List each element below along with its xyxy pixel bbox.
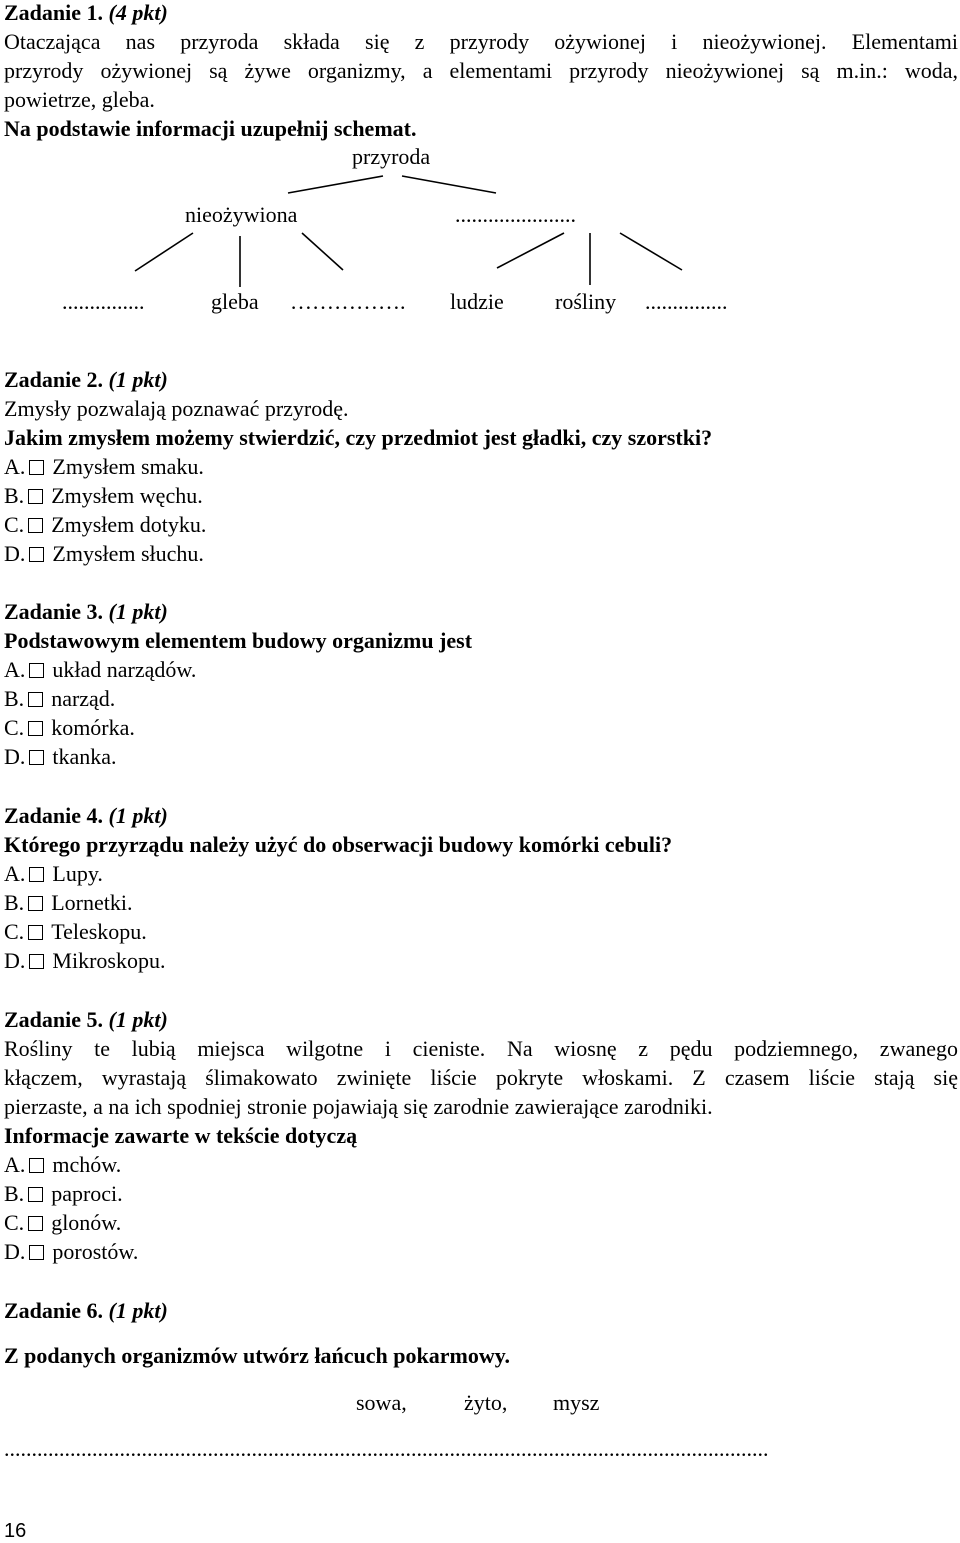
z4-option-d[interactable] bbox=[4, 948, 165, 974]
z4-heading bbox=[4, 803, 168, 829]
line-root-left bbox=[288, 176, 383, 193]
z4-option-c[interactable] bbox=[4, 919, 147, 945]
option-letter: D. bbox=[4, 948, 26, 973]
z2-option-b[interactable] bbox=[4, 483, 203, 509]
z2-option-a[interactable] bbox=[4, 454, 204, 480]
z5-option-d[interactable] bbox=[4, 1239, 138, 1265]
z1-instruction: Na podstawie informacji uzupełnij schemat. bbox=[4, 116, 417, 141]
option-letter: A. bbox=[4, 861, 26, 886]
checkbox[interactable] bbox=[28, 896, 43, 911]
checkbox[interactable] bbox=[28, 1187, 43, 1202]
z5-paragraph-line-1: Rośliny te lubią miejsca wilgotne i cieniste. Na wiosnę z pędu podziemnego, zwanego bbox=[4, 1036, 958, 1061]
z5-points: (1 pkt) bbox=[108, 1007, 168, 1032]
option-letter: D. bbox=[4, 541, 26, 566]
z1-title: Zadanie 1. bbox=[4, 0, 104, 25]
option-letter: A. bbox=[4, 657, 26, 682]
line-right-leaf4 bbox=[497, 233, 564, 268]
option-letter: D. bbox=[4, 744, 26, 769]
z1-paragraph-line-3: powietrze, gleba. bbox=[4, 87, 155, 112]
z6-organism-rye: żyto, bbox=[464, 1390, 508, 1415]
option-letter: C. bbox=[4, 919, 25, 944]
scheme-connector-lines bbox=[0, 160, 960, 290]
option-text: glonów. bbox=[51, 1210, 122, 1235]
option-letter: A. bbox=[4, 454, 26, 479]
checkbox[interactable] bbox=[29, 1245, 44, 1260]
z6-points: (1 pkt) bbox=[108, 1298, 168, 1323]
z3-option-a[interactable] bbox=[4, 657, 196, 683]
z5-question: Informacje zawarte w tekście dotyczą bbox=[4, 1123, 358, 1148]
checkbox[interactable] bbox=[29, 1158, 44, 1173]
z2-heading bbox=[4, 367, 168, 393]
option-text: mchów. bbox=[52, 1152, 122, 1177]
scheme-leaf-soil: gleba bbox=[211, 289, 259, 314]
option-letter: B. bbox=[4, 483, 25, 508]
z2-question: Jakim zmysłem możemy stwierdzić, czy przedmiot jest gładki, czy szorstki? bbox=[4, 425, 713, 450]
checkbox[interactable] bbox=[28, 692, 43, 707]
z5-option-c[interactable] bbox=[4, 1210, 121, 1236]
z5-paragraph-line-3: pierzaste, a na ich spodniej stronie pojawiają się zarodnie zawierające zarodniki. bbox=[4, 1094, 713, 1119]
scheme-leaf-blank-1[interactable]: ............... bbox=[62, 289, 145, 314]
option-text: układ narządów. bbox=[52, 657, 197, 682]
checkbox[interactable] bbox=[29, 547, 44, 562]
z4-question: Którego przyrządu należy użyć do obserwacji budowy komórki cebuli? bbox=[4, 832, 673, 857]
option-text: Teleskopu. bbox=[51, 919, 147, 944]
option-text: tkanka. bbox=[52, 744, 117, 769]
line-left-leaf3 bbox=[302, 233, 343, 270]
scheme-living-blank[interactable]: ...................... bbox=[455, 202, 576, 227]
option-text: Lupy. bbox=[52, 861, 103, 886]
option-letter: C. bbox=[4, 1210, 25, 1235]
scheme-leaf-blank-3[interactable]: ............... bbox=[645, 289, 728, 314]
z3-question: Podstawowym elementem budowy organizmu jest bbox=[4, 628, 473, 653]
line-right-leaf6 bbox=[620, 233, 682, 270]
option-letter: B. bbox=[4, 686, 25, 711]
z1-paragraph-line-2: przyrody ożywionej są żywe organizmy, a elementami przyrody nieożywionej są m.in.: woda, bbox=[4, 58, 958, 83]
checkbox[interactable] bbox=[29, 460, 44, 475]
option-text: Zmysłem dotyku. bbox=[51, 512, 207, 537]
z4-option-b[interactable] bbox=[4, 890, 132, 916]
option-letter: A. bbox=[4, 1152, 26, 1177]
option-text: porostów. bbox=[52, 1239, 139, 1264]
z1-points: (4 pkt) bbox=[108, 0, 168, 25]
z6-organism-mouse: mysz bbox=[553, 1390, 600, 1415]
checkbox[interactable] bbox=[28, 721, 43, 736]
option-text: komórka. bbox=[51, 715, 135, 740]
page-number: 16 bbox=[4, 1520, 27, 1542]
option-text: narząd. bbox=[51, 686, 116, 711]
z4-title: Zadanie 4. bbox=[4, 803, 104, 828]
scheme-nonliving: nieożywiona bbox=[185, 202, 298, 227]
z2-title: Zadanie 2. bbox=[4, 367, 104, 392]
z5-option-a[interactable] bbox=[4, 1152, 121, 1178]
z3-option-c[interactable] bbox=[4, 715, 135, 741]
z3-points: (1 pkt) bbox=[108, 599, 168, 624]
option-text: Zmysłem smaku. bbox=[52, 454, 204, 479]
checkbox[interactable] bbox=[28, 1216, 43, 1231]
z3-heading bbox=[4, 599, 168, 625]
scheme-leaf-plants: rośliny bbox=[555, 289, 617, 314]
line-left-leaf1 bbox=[135, 233, 193, 271]
z6-answer-line[interactable]: ........................................................................................................................................... bbox=[4, 1436, 769, 1461]
option-letter: B. bbox=[4, 890, 25, 915]
option-letter: D. bbox=[4, 1239, 26, 1264]
option-text: paproci. bbox=[51, 1181, 123, 1206]
checkbox[interactable] bbox=[29, 750, 44, 765]
z3-option-b[interactable] bbox=[4, 686, 115, 712]
z4-points: (1 pkt) bbox=[108, 803, 168, 828]
option-text: Lornetki. bbox=[51, 890, 133, 915]
z6-organism-owl: sowa, bbox=[356, 1390, 407, 1415]
z5-title: Zadanie 5. bbox=[4, 1007, 104, 1032]
z6-title: Zadanie 6. bbox=[4, 1298, 104, 1323]
option-text: Zmysłem słuchu. bbox=[52, 541, 204, 566]
option-text: Mikroskopu. bbox=[52, 948, 166, 973]
z2-points: (1 pkt) bbox=[108, 367, 168, 392]
option-text: Zmysłem węchu. bbox=[51, 483, 203, 508]
z5-option-b[interactable] bbox=[4, 1181, 123, 1207]
z1-heading bbox=[4, 0, 168, 26]
option-letter: B. bbox=[4, 1181, 25, 1206]
z6-heading bbox=[4, 1298, 168, 1324]
z2-option-d[interactable] bbox=[4, 541, 204, 567]
scheme-root: przyroda bbox=[352, 144, 431, 169]
scheme-leaf-blank-2[interactable]: ……………. bbox=[290, 289, 406, 314]
scheme-leaf-people: ludzie bbox=[450, 289, 504, 314]
z6-question: Z podanych organizmów utwórz łańcuch pokarmowy. bbox=[4, 1343, 511, 1368]
z3-title: Zadanie 3. bbox=[4, 599, 104, 624]
z5-paragraph-line-2: kłączem, wyrastają ślimakowato zwinięte liście pokryte włoskami. Z czasem liście stają się bbox=[4, 1065, 958, 1090]
z2-intro: Zmysły pozwalają poznawać przyrodę. bbox=[4, 396, 349, 421]
z4-option-a[interactable] bbox=[4, 861, 103, 887]
line-root-right bbox=[402, 176, 496, 193]
checkbox[interactable] bbox=[28, 925, 43, 940]
z1-paragraph-line-1: Otaczająca nas przyroda składa się z przyrody ożywionej i nieożywionej. Elementami bbox=[4, 29, 958, 54]
checkbox[interactable] bbox=[29, 867, 44, 882]
option-letter: C. bbox=[4, 512, 25, 537]
checkbox[interactable] bbox=[29, 663, 44, 678]
checkbox[interactable] bbox=[29, 954, 44, 969]
checkbox[interactable] bbox=[28, 518, 43, 533]
checkbox[interactable] bbox=[28, 489, 43, 504]
option-letter: C. bbox=[4, 715, 25, 740]
z3-option-d[interactable] bbox=[4, 744, 117, 770]
z5-heading bbox=[4, 1007, 168, 1033]
z2-option-c[interactable] bbox=[4, 512, 206, 538]
